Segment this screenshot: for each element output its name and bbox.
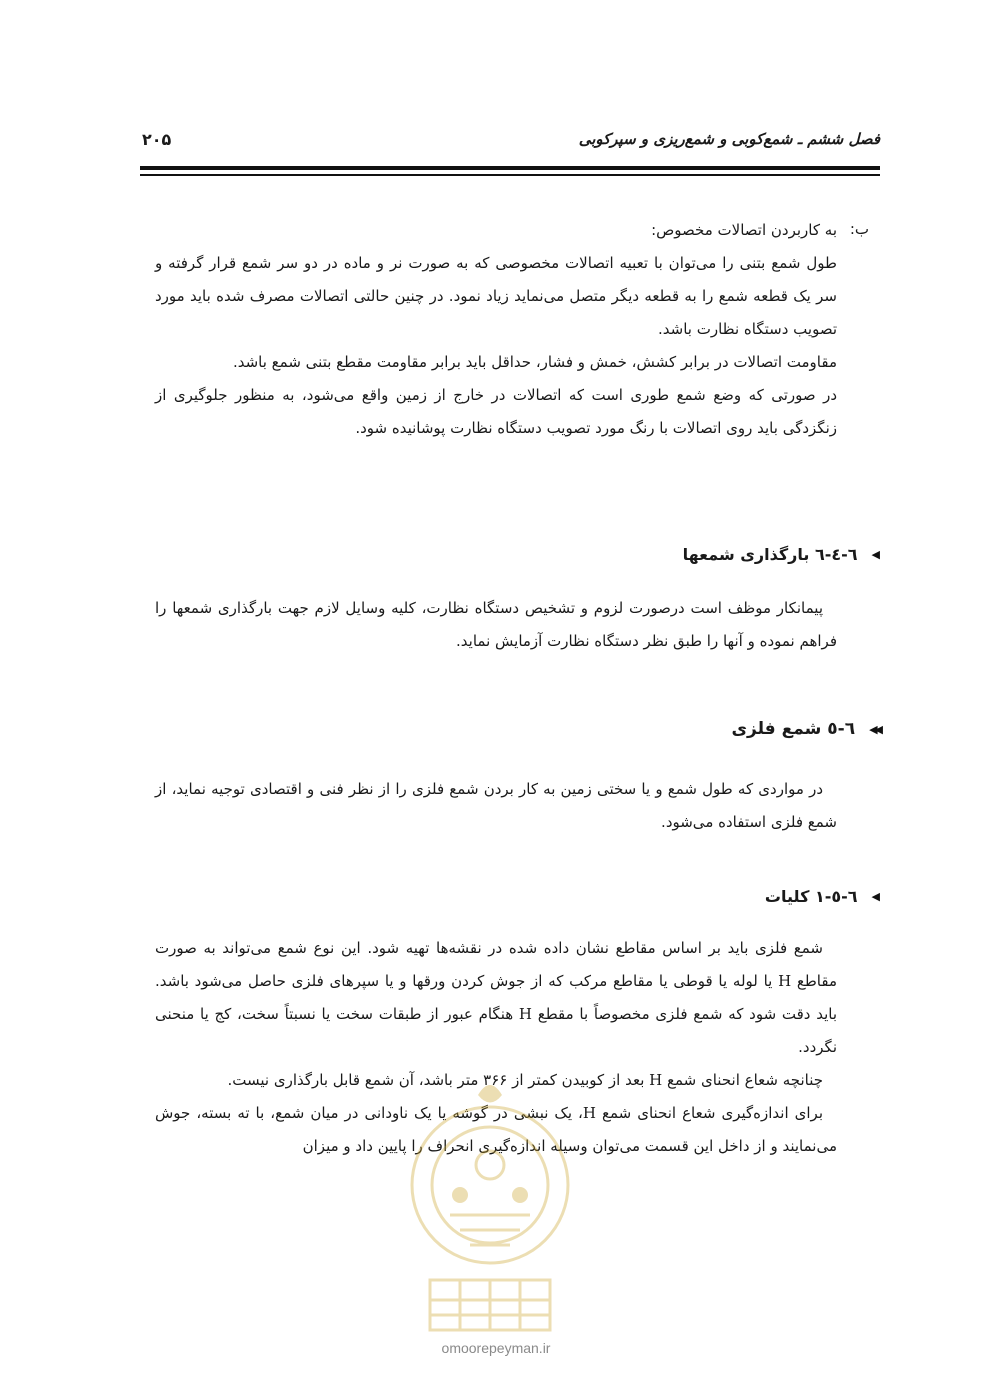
header-rule-thin (140, 174, 880, 176)
header-rule-thick (140, 166, 880, 170)
watermark-caption: omoorepeyman.ir (441, 1340, 551, 1356)
section-heading-6-5-text: ٦-٥ شمع فلزی (731, 719, 856, 739)
double-triangle-bullet-icon: ◀◀ (869, 722, 880, 736)
section-heading-6-5-1 (765, 887, 880, 906)
section-6-5-1-paragraph-3: برای اندازه‌گیری شعاع انحنای شمع H، یک نبشی در گوشه یا یک ناودانی در میان شمع، با ته بسته، جوش می‌نمایند و از داخل این قسمت می‌توان وسیله اندازه‌گیری انحراف را پایین داد و میزان (155, 1104, 837, 1155)
section-b-paragraph-2: مقاومت اتصالات در برابر کشش، خمش و فشار، حداقل باید برابر مقاومت مقطع بتنی شمع باشد. (232, 353, 837, 371)
section-6-5-body (155, 773, 837, 839)
section-b-body (155, 214, 837, 445)
triangle-bullet-icon: ◀ (871, 890, 880, 903)
page-number: ۲۰۵ (142, 130, 172, 149)
section-6-4-6-paragraph: پیمانکار موظف است درصورت لزوم و تشخیص دستگاه نظارت، کلیه وسایل لازم جهت بارگذاری شمعها را فراهم نموده و آنها را طبق نظر دستگاه نظارت آزمایش نماید. (155, 599, 837, 650)
section-6-4-6-body (155, 592, 837, 658)
section-heading-6-4-6-text: ٦-٤-٦ بارگذاری شمعها (682, 545, 858, 564)
section-6-5-1-paragraph-1: شمع فلزی باید بر اساس مقاطع نشان داده شده در نقشه‌ها تهیه شود. این نوع شمع می‌تواند به صورت مقاطع H یا لوله یا قوطی یا مقاطع مرکب که از جوش کردن ورقها و یا سپرهای فلزی حاصل می‌شود باشد. باید دقت شود که شمع فلزی مخصوصاً با مقطع H هنگام عبور از طبقات سخت یا نسبتاً سخت، کج یا منحنی نگردد. (155, 939, 838, 1056)
section-b-paragraph-3: در صورتی که وضع شمع طوری است که اتصالات در خارج از زمین واقع می‌شود، به منظور جلوگیری از زنگزدگی باید روی اتصالات با رنگ مورد تصویب دستگاه نظارت پوشانیده شود. (155, 386, 837, 437)
section-heading-6-5 (731, 719, 880, 739)
section-heading-6-4-6 (683, 545, 880, 564)
section-b-marker: ب: (849, 220, 869, 238)
section-b-paragraph-1: طول شمع بتنی را می‌توان با تعبیه اتصالات مخصوصی که به صورت نر و ماده در دو سر شمع قرار گرفته و سر یک قطعه شمع را به قطعه دیگر متصل می‌نماید زیاد نمود. در چنین حالتی اتصالات مصرف شده باید مورد تصویب دستگاه نظارت باشد. (155, 254, 837, 338)
section-6-5-paragraph: در مواردی که طول شمع و یا سختی زمین به کار بردن شمع فلزی را از نظر فنی و اقتصادی توجیه نماید، از شمع فلزی استفاده می‌شود. (155, 780, 837, 831)
section-heading-6-5-1-text: ٦-٥-١ کلیات (764, 887, 858, 906)
triangle-bullet-icon: ◀ (871, 548, 880, 561)
section-6-5-1-paragraph-2: چنانچه شعاع انحنای شمع H بعد از کوبیدن کمتر از ۳۶۶ متر باشد، آن شمع قابل بارگذاری نیست. (227, 1071, 823, 1089)
chapter-title: فصل ششم ـ شمع‌کوبی و شمع‌ریزی و سپرکوبی (578, 130, 880, 148)
watermark-logo-icon (390, 1055, 590, 1345)
section-b-title: به کاربردن اتصالات مخصوص: (651, 221, 837, 239)
